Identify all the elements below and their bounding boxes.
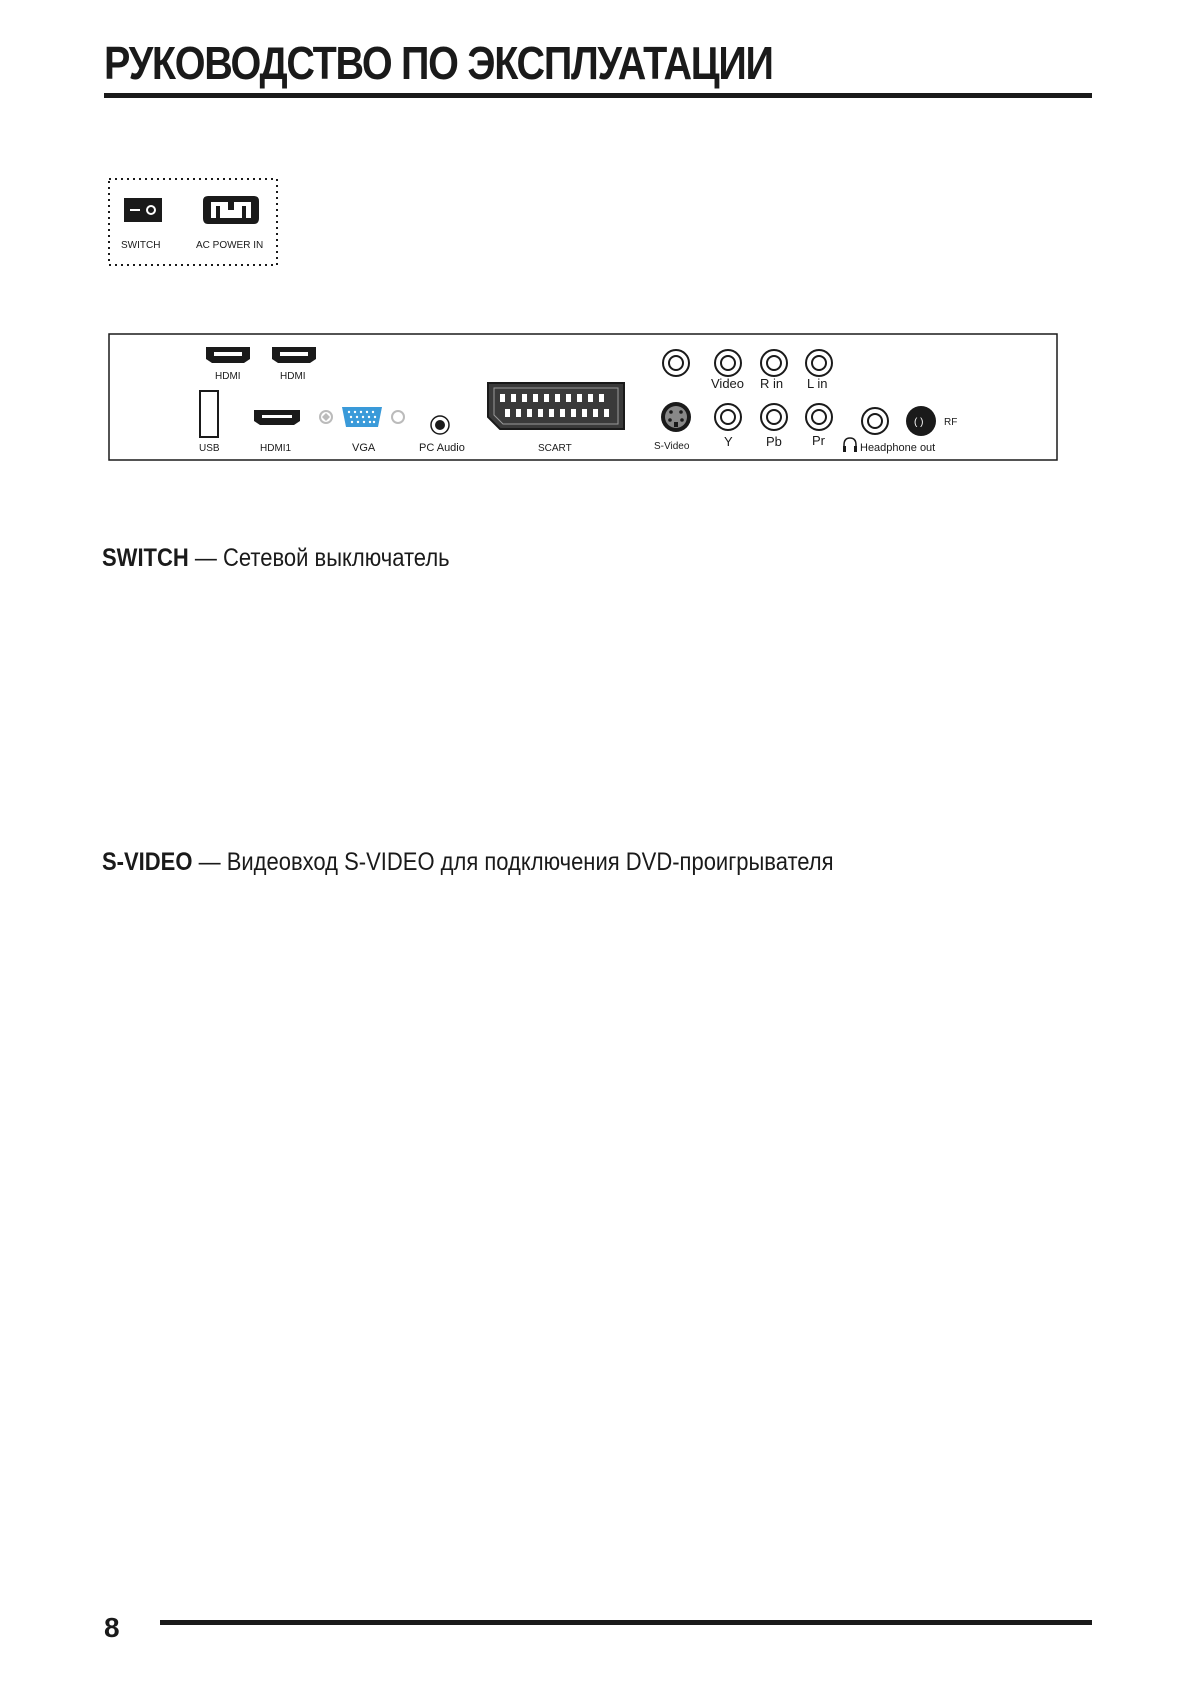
switch-term: SWITCH [102, 544, 189, 572]
r-in-jack-icon [761, 350, 787, 376]
pb-jack-icon [761, 404, 787, 430]
svideo-term: S-VIDEO [102, 848, 193, 876]
rca-jack-icon [663, 350, 689, 376]
connector-panel-diagram [108, 333, 1058, 463]
pc-audio-label: PC Audio [419, 442, 465, 454]
rf-antenna-port-icon [906, 406, 936, 436]
pr-label: Pr [812, 433, 825, 448]
pc-audio-jack-icon [431, 416, 449, 434]
l-in-label: L in [807, 376, 828, 391]
hdmi-label: HDMI [280, 371, 306, 382]
power-panel-diagram [108, 178, 284, 270]
usb-label: USB [199, 443, 220, 454]
rf-label: RF [944, 417, 958, 428]
hdmi-port-icon [272, 347, 316, 363]
page-number: 8 [104, 1612, 120, 1643]
headphone-jack-icon [862, 408, 888, 434]
vga-port-icon [320, 407, 404, 427]
s-video-label: S-Video [654, 441, 690, 452]
switch-description [102, 544, 450, 573]
page-title: РУКОВОДСТВО ПО ЭКСПЛУАТАЦИИ [104, 37, 773, 89]
footer-rule [160, 1620, 1092, 1625]
headphone-label: Headphone out [860, 442, 936, 454]
ac-power-label: AC POWER IN [196, 240, 264, 251]
video-label: Video [711, 376, 745, 391]
vga-label: VGA [352, 442, 376, 454]
y-label: Y [724, 434, 733, 449]
scart-label: SCART [538, 443, 572, 454]
switch-label: SWITCH [121, 240, 161, 251]
title-rule [104, 93, 1092, 98]
usb-port-icon [200, 391, 218, 437]
s-video-port-icon [661, 402, 691, 432]
headphone-icon [843, 438, 857, 452]
svideo-text: — Видеовход S-VIDEO для подключения DVD-проигрывателя [198, 848, 834, 876]
switch-text: — Сетевой выключатель [194, 544, 450, 572]
video-jack-icon [715, 350, 741, 376]
l-in-jack-icon [806, 350, 832, 376]
y-jack-icon [715, 404, 741, 430]
hdmi-label: HDMI [215, 371, 241, 382]
hdmi1-label: HDMI1 [260, 443, 292, 454]
r-in-label: R in [760, 376, 784, 391]
power-switch-icon [124, 198, 162, 222]
hdmi-port-icon [206, 347, 250, 363]
svg-text:( ): ( ) [914, 417, 924, 428]
ac-power-socket-icon [203, 196, 259, 224]
pb-label: Pb [766, 434, 782, 449]
svideo-description [102, 848, 834, 877]
pr-jack-icon [806, 404, 832, 430]
scart-port-icon [488, 383, 624, 429]
hdmi1-port-icon [254, 410, 300, 425]
